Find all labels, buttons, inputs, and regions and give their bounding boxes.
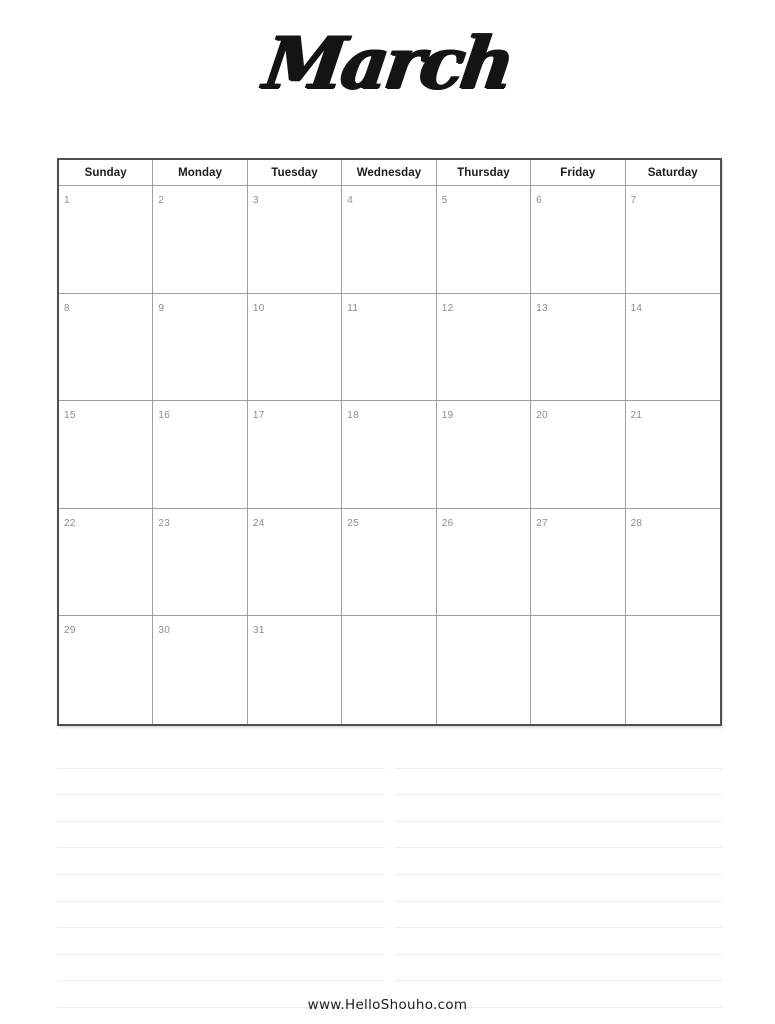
month-title: March (258, 20, 517, 105)
calendar-cell (59, 509, 153, 617)
date-number: 20 (536, 410, 548, 422)
calendar-cell (59, 401, 153, 509)
date-number: 27 (536, 517, 548, 529)
note-line (57, 769, 385, 796)
note-line (57, 875, 385, 902)
date-number: 4 (347, 195, 354, 206)
note-line (395, 875, 723, 902)
website-watermark: www.HelloShouho.com (307, 997, 468, 1013)
weekday-header: Friday (531, 160, 625, 185)
calendar-cell (626, 616, 720, 724)
date-number: 21 (630, 410, 643, 422)
date-number: 22 (64, 517, 76, 529)
weekday-header: Sunday (59, 160, 153, 185)
weekday-header: Wednesday (342, 160, 436, 185)
date-number: 8 (64, 302, 70, 314)
date-number: 7 (630, 195, 637, 206)
calendar-cell (59, 616, 153, 724)
notes-column (57, 742, 385, 1008)
date-number: 23 (158, 517, 171, 529)
note-line (57, 902, 385, 929)
note-line (395, 848, 723, 875)
weekday-row (59, 160, 720, 186)
note-line (57, 928, 385, 955)
calendar-cell (437, 186, 531, 294)
calendar-cell (626, 186, 720, 294)
date-number: 3 (252, 195, 259, 206)
calendar-cell (248, 186, 342, 294)
note-line (57, 955, 385, 982)
calendar-cell (248, 294, 342, 402)
date-number: 15 (64, 410, 76, 422)
calendar-cell (531, 509, 625, 617)
calendar-cell (437, 294, 531, 402)
date-number: 29 (64, 625, 76, 637)
date-number: 30 (158, 625, 171, 637)
calendar-cell (342, 616, 436, 724)
date-number: 17 (252, 410, 265, 422)
notes-column (395, 742, 723, 1008)
calendar-cell (437, 616, 531, 724)
note-line (395, 795, 723, 822)
calendar (57, 158, 722, 726)
note-line (395, 955, 723, 982)
calendar-cell (626, 294, 720, 402)
calendar-cell (153, 294, 247, 402)
date-number: 16 (158, 410, 171, 422)
date-number: 28 (630, 517, 643, 529)
date-number: 13 (536, 302, 548, 314)
calendar-cell (59, 186, 153, 294)
note-line (57, 822, 385, 849)
note-line (395, 742, 723, 769)
date-number: 14 (630, 302, 643, 314)
date-number: 31 (252, 625, 265, 637)
note-line (395, 902, 723, 929)
calendar-cell (153, 401, 247, 509)
calendar-cell (531, 616, 625, 724)
date-number: 5 (441, 195, 448, 206)
calendar-grid-body (59, 186, 720, 724)
calendar-cell (248, 401, 342, 509)
note-line (57, 795, 385, 822)
calendar-cell (531, 401, 625, 509)
date-number: 19 (441, 410, 454, 422)
note-line (395, 928, 723, 955)
date-number: 26 (441, 517, 454, 529)
calendar-cell (437, 401, 531, 509)
note-line (395, 822, 723, 849)
calendar-cell (626, 509, 720, 617)
date-number: 18 (347, 410, 360, 422)
calendar-cell (153, 616, 247, 724)
calendar-cell (531, 186, 625, 294)
calendar-cell (342, 294, 436, 402)
weekday-header: Monday (153, 160, 247, 185)
calendar-cell (342, 186, 436, 294)
calendar-cell (248, 509, 342, 617)
weekday-header: Thursday (437, 160, 531, 185)
note-line (57, 742, 385, 769)
date-number: 11 (347, 302, 359, 314)
calendar-cell (342, 401, 436, 509)
calendar-cell (531, 294, 625, 402)
calendar-cell (153, 509, 247, 617)
date-number: 9 (158, 302, 165, 314)
weekday-header: Saturday (647, 166, 698, 179)
date-number: 25 (347, 517, 360, 529)
note-line (57, 848, 385, 875)
calendar-cell (248, 616, 342, 724)
date-number: 1 (64, 195, 70, 206)
note-line (395, 769, 723, 796)
calendar-cell (626, 401, 720, 509)
date-number: 24 (252, 517, 265, 529)
date-number: 2 (158, 195, 165, 206)
weekday-header: Tuesday (248, 160, 342, 185)
date-number: 12 (441, 302, 454, 314)
calendar-cell (59, 294, 153, 402)
date-number: 6 (536, 195, 543, 206)
notes-section (57, 742, 722, 1008)
calendar-cell (437, 509, 531, 617)
date-number: 10 (252, 302, 265, 314)
calendar-cell (342, 509, 436, 617)
title-area (0, 22, 775, 105)
calendar-cell (153, 186, 247, 294)
